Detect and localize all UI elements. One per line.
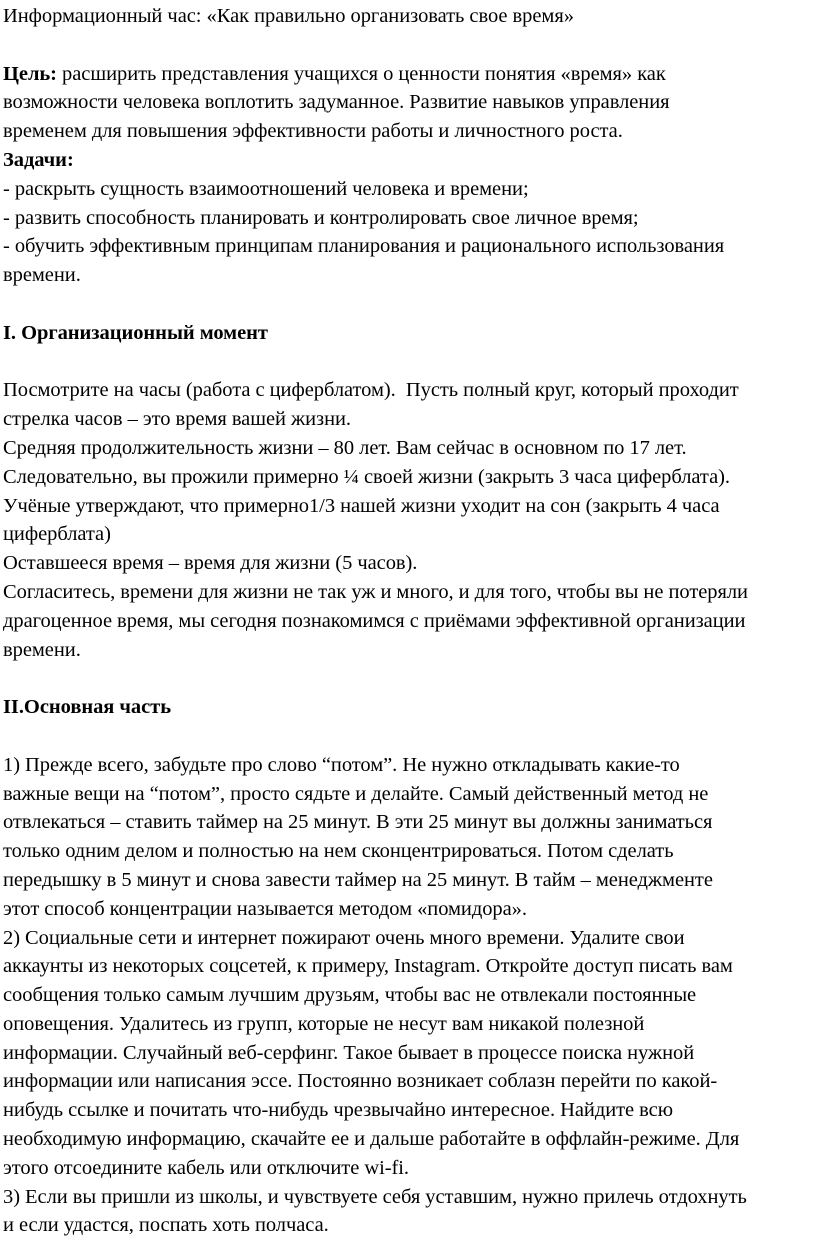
document-title: Информационный час: «Как правильно организовать свое время» [3,5,574,27]
section-1-line: Следовательно, вы прожили примерно ¼ своей жизни (закрыть 3 часа циферблата). [3,465,730,488]
section-2-line: оповещения. Удалитесь из групп, которые не несут вам никакой полезной [3,1012,645,1035]
blank-line [3,664,812,693]
task-item: - развить способность планировать и контролировать свое личное время; [3,206,639,229]
section-1-line: драгоценное время, мы сегодня познакомимся с приёмами эффективной организации [3,609,746,632]
section-2-line: 3) Если вы пришли из школы, и чувствуете себя уставшим, нужно прилечь отдохнуть [3,1185,747,1208]
blank-line [3,290,812,319]
blank-line [3,31,812,60]
section-2-line: отвлекаться – ставить таймер на 25 минут. В эти 25 минут вы должны заниматься [3,811,713,834]
section-1-heading: I. Организационный момент [3,321,268,344]
goal-label: Цель: [3,62,57,85]
section-1-line: Учёные утверждают, что примерно1/3 нашей жизни уходит на сон (закрыть 4 часа [3,494,720,517]
section-2-line: информации или написания эссе. Постоянно возникает соблазн перейти по какой- [3,1070,718,1093]
blank-line [3,722,812,751]
section-2-line: нибудь ссылке и почитать что-нибудь чрезвычайно интересное. Найдите всю [3,1099,673,1122]
section-2-line: 1) Прежде всего, забудьте про слово “потом”. Не нужно откладывать какие-то [3,753,680,776]
section-2-line: сообщения только самым лучшим друзьям, чтобы вас не отвлекали постоянные [3,984,697,1007]
blank-line [3,348,812,377]
section-1-line: стрелка часов – это время вашей жизни. [3,408,352,431]
section-2-line: важные вещи на “потом”, просто сядьте и делайте. Самый действенный метод не [3,782,709,805]
section-2-line: 2) Социальные сети и интернет пожирают очень много времени. Удалите свои [3,926,685,949]
goal-line-2: возможности человека воплотить задуманное. Развитие навыков управления [3,91,670,114]
task-item: - обучить эффективным принципам планирования и рационального использования [3,235,725,258]
section-2-line: этого отсоедините кабель или отключите wi-fi. [3,1156,410,1179]
section-2-line: только одним делом и полностью на нем сконцентрироваться. Потом сделать [3,840,674,863]
section-2-line: передышку в 5 минут и снова завести таймер на 25 минут. В тайм – менеджменте [3,868,713,891]
section-2-line: аккаунты из некоторых соцсетей, к примеру, Instagram. Откройте доступ писать вам [3,955,733,978]
section-1-line: циферблата) [3,523,111,546]
task-item: - раскрыть сущность взаимоотношений человека и времени; [3,177,529,200]
tasks-label: Задачи: [3,148,74,171]
section-2-line: и если удастся, поспать хоть полчаса. [3,1214,329,1237]
goal-line-3: временем для повышения эффективности работы и личностного роста. [3,120,623,143]
section-1-line: Оставшееся время – время для жизни (5 часов). [3,552,418,575]
goal-text-1: расширить представления учащихся о ценности понятия «время» как [56,62,666,85]
section-2-line: необходимую информацию, скачайте ее и дальше работайте в оффлайн-режиме. Для [3,1128,740,1151]
section-1-line: Средняя продолжительность жизни – 80 лет. Вам сейчас в основном по 17 лет. [3,436,687,459]
section-2-line: этот способ концентрации называется методом «помидора». [3,897,527,920]
task-item: времени. [3,264,81,287]
goal-line-1 [3,60,812,89]
section-1-line: Посмотрите на часы (работа с циферблатом). Пусть полный круг, который проходит [3,379,739,402]
section-1-line: времени. [3,638,81,661]
section-2-line: информации. Случайный веб-серфинг. Такое бывает в процессе поиска нужной [3,1041,695,1064]
section-1-line: Согласитесь, времени для жизни не так уж и много, и для того, чтобы вы не потеряли [3,580,748,603]
section-2-heading: II.Основная часть [3,696,171,719]
